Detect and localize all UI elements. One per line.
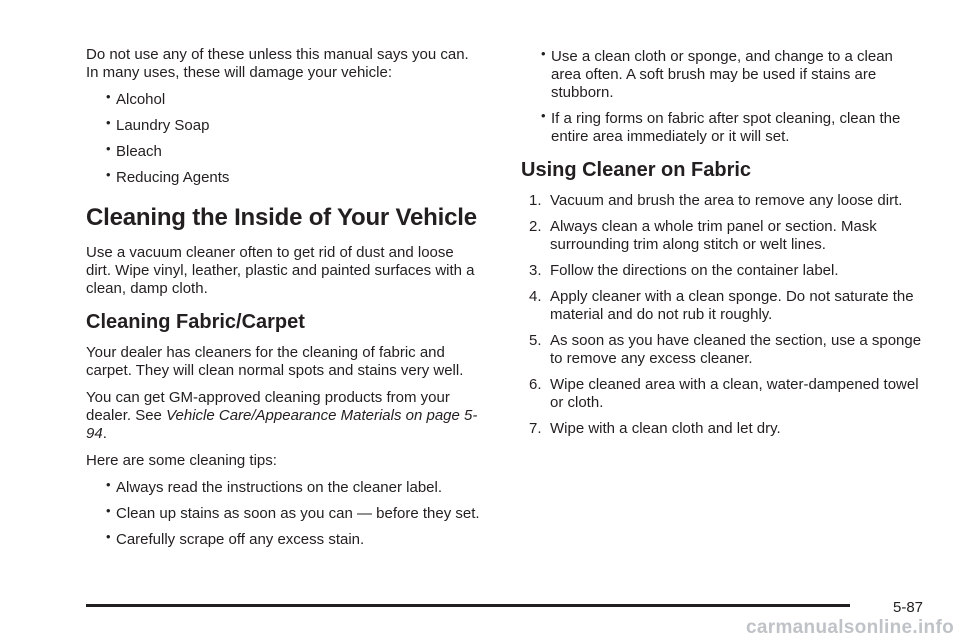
list-item: • Use a clean cloth or sponge, and change to a clean area often. A soft brush may be used if stains are stubborn. <box>521 48 926 102</box>
list-item: • Carefully scrape off any excess stain. <box>86 531 481 549</box>
list-item: • Bleach <box>86 143 481 161</box>
intro-paragraph: Do not use any of these unless this manual says you can. In many uses, these will damage your vehicle: <box>86 46 469 81</box>
products-text: You can get GM-approved cleaning products from your dealer. See <box>86 389 450 424</box>
list-item: • If a ring forms on fabric after spot cleaning, clean the entire area immediately or it will set. <box>521 110 926 146</box>
list-item: • Reducing Agents <box>86 169 481 187</box>
section-heading-using-cleaner: Using Cleaner on Fabric <box>521 159 752 181</box>
section-body: Use a vacuum cleaner often to get rid of dust and loose dirt. Wipe vinyl, leather, plastic and painted surfaces with a clean, damp cloth. <box>86 244 475 297</box>
left-column <box>86 46 481 557</box>
step-text: Wipe cleaned area with a clean, water-dampened towel or cloth. <box>550 376 919 411</box>
section-heading-cleaning-inside: Cleaning the Inside of Your Vehicle <box>86 204 477 231</box>
list-item: • Clean up stains as soon as you can — before they set. <box>86 505 481 523</box>
list-item <box>529 420 926 438</box>
page-number: 5-87 <box>893 599 924 616</box>
step-number: 3. <box>529 262 542 279</box>
step-number: 1. <box>529 192 542 209</box>
list-item <box>529 262 926 280</box>
list-item: • Laundry Soap <box>86 117 481 135</box>
step-number: 7. <box>529 420 542 437</box>
products-paragraph <box>86 389 481 443</box>
step-number: 6. <box>529 376 542 393</box>
step-number: 5. <box>529 332 542 349</box>
list-item: • Alcohol <box>86 91 481 109</box>
tips-list-continued <box>521 48 926 146</box>
list-item <box>529 192 926 210</box>
avoid-list <box>86 91 481 187</box>
list-item: • Always read the instructions on the cleaner label. <box>86 479 481 497</box>
step-text: Wipe with a clean cloth and let dry. <box>550 420 781 437</box>
tips-intro: Here are some cleaning tips: <box>86 452 277 469</box>
cross-reference-link[interactable]: Vehicle Care/Appearance Materials on page 5-94 <box>86 407 478 442</box>
list-item <box>529 376 926 412</box>
right-column <box>521 48 926 446</box>
step-text: Apply cleaner with a clean sponge. Do not saturate the material and do not rub it roughly. <box>550 288 914 323</box>
step-text: Always clean a whole trim panel or section. Mask surrounding trim along stitch or welt lines. <box>550 218 877 253</box>
section-body: Your dealer has cleaners for the cleaning of fabric and carpet. They will clean normal spots and stains very well. <box>86 344 464 379</box>
products-end: . <box>102 425 107 442</box>
list-item <box>529 332 926 368</box>
step-text: Follow the directions on the container label. <box>550 262 839 279</box>
list-item <box>529 288 926 324</box>
step-number: 4. <box>529 288 542 305</box>
footer-rule <box>86 604 850 607</box>
step-number: 2. <box>529 218 542 235</box>
step-text: As soon as you have cleaned the section, use a sponge to remove any excess cleaner. <box>550 332 922 367</box>
tips-list <box>86 479 481 549</box>
step-text: Vacuum and brush the area to remove any loose dirt. <box>550 192 903 209</box>
steps-list <box>521 192 926 438</box>
watermark: carmanualsonline.info <box>746 617 954 638</box>
section-heading-fabric-carpet: Cleaning Fabric/Carpet <box>86 311 305 333</box>
list-item <box>529 218 926 254</box>
